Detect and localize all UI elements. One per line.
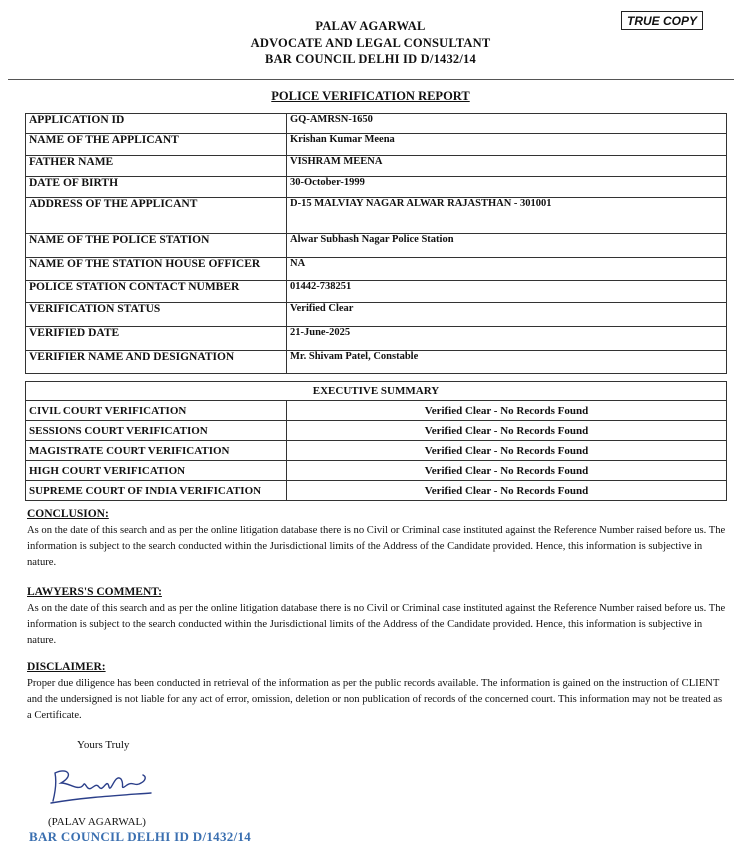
- report-title: POLICE VERIFICATION REPORT: [271, 89, 470, 103]
- detail-value: NA: [287, 258, 727, 281]
- table-row: [26, 421, 727, 441]
- detail-value: GQ-AMRSN-1650: [287, 114, 727, 134]
- table-row: [26, 177, 727, 198]
- details-table: [25, 113, 727, 374]
- table-row: [26, 234, 727, 258]
- detail-label: VERIFICATION STATUS: [26, 303, 287, 327]
- detail-value: 30-October-1999: [287, 177, 727, 198]
- summary-caption: EXECUTIVE SUMMARY: [26, 382, 727, 401]
- detail-label: FATHER NAME: [26, 156, 287, 177]
- detail-value: Mr. Shivam Patel, Constable: [287, 351, 727, 374]
- detail-label: DATE OF BIRTH: [26, 177, 287, 198]
- detail-label: POLICE STATION CONTACT NUMBER: [26, 281, 287, 303]
- comment-text: As on the date of this search and as per the online litigation database there is no Civil or Criminal case instituted against the Reference Number raised before us. The information is subject to the search conducted within the Jurisdictional limits of the Address of the Candidate provided. Hence, this information is subjective in nature.: [27, 603, 726, 646]
- table-row: [26, 114, 727, 134]
- table-row: [26, 461, 727, 481]
- detail-value: 21-June-2025: [287, 327, 727, 351]
- disclaimer-section: [27, 659, 727, 724]
- detail-value: Verified Clear: [287, 303, 727, 327]
- signature-icon: [45, 763, 155, 808]
- detail-value: D-15 MALVIAY NAGAR ALWAR RAJASTHAN - 301001: [287, 198, 727, 234]
- true-copy-stamp: TRUE COPY: [621, 11, 703, 30]
- detail-label: NAME OF THE POLICE STATION: [26, 234, 287, 258]
- lawyers-comment-section: [27, 584, 727, 649]
- summary-label: HIGH COURT VERIFICATION: [26, 461, 287, 481]
- comment-heading: LAWYERS'S COMMENT:: [27, 586, 162, 598]
- table-row: [26, 401, 727, 421]
- table-row: [26, 156, 727, 177]
- conclusion-heading: CONCLUSION:: [27, 508, 109, 520]
- summary-label: CIVIL COURT VERIFICATION: [26, 401, 287, 421]
- table-row: [26, 281, 727, 303]
- conclusion-text: As on the date of this search and as per the online litigation database there is no Civil or Criminal case instituted against the Reference Number raised before us. The information is subject to the search conducted within the Jurisdictional limits of the Address of the Candidate provided. Hence, this information is subjective in nature.: [27, 525, 726, 568]
- table-row: [26, 303, 727, 327]
- table-row: [26, 481, 727, 501]
- table-row: [26, 327, 727, 351]
- detail-label: NAME OF THE STATION HOUSE OFFICER: [26, 258, 287, 281]
- table-row: [26, 258, 727, 281]
- table-row: [26, 351, 727, 374]
- summary-label: SUPREME COURT OF INDIA VERIFICATION: [26, 481, 287, 501]
- detail-label: VERIFIER NAME AND DESIGNATION: [26, 351, 287, 374]
- table-row: [26, 134, 727, 156]
- footer-bar-council-id: BAR COUNCIL DELHI ID D/1432/14: [29, 829, 252, 844]
- table-row: [26, 198, 727, 234]
- signatory-name: (PALAV AGARWAL): [48, 816, 146, 828]
- conclusion-section: [27, 506, 727, 571]
- summary-label: SESSIONS COURT VERIFICATION: [26, 421, 287, 441]
- closing-salutation: Yours Truly: [77, 739, 130, 751]
- detail-value: Krishan Kumar Meena: [287, 134, 727, 156]
- detail-label: APPLICATION ID: [26, 114, 287, 134]
- disclaimer-text: Proper due diligence has been conducted in retrieval of the information as per the public records available. The information is gained on the instruction of CLIENT and the undersigned is not liable for any act of error, omission, deletion or non publication of records of the concerned court. This information may not be treated as a Certificate.: [27, 678, 723, 721]
- summary-value: Verified Clear - No Records Found: [287, 481, 727, 501]
- detail-label: NAME OF THE APPLICANT: [26, 134, 287, 156]
- detail-label: ADDRESS OF THE APPLICANT: [26, 198, 287, 234]
- detail-value: VISHRAM MEENA: [287, 156, 727, 177]
- table-row: [26, 441, 727, 461]
- summary-value: Verified Clear - No Records Found: [287, 421, 727, 441]
- header-divider: [8, 79, 734, 80]
- detail-value: Alwar Subhash Nagar Police Station: [287, 234, 727, 258]
- summary-label: MAGISTRATE COURT VERIFICATION: [26, 441, 287, 461]
- executive-summary-table: [25, 381, 727, 501]
- detail-value: 01442-738251: [287, 281, 727, 303]
- bar-council-id: BAR COUNCIL DELHI ID D/1432/14: [265, 52, 476, 66]
- disclaimer-heading: DISCLAIMER:: [27, 661, 106, 673]
- summary-value: Verified Clear - No Records Found: [287, 401, 727, 421]
- table-caption-row: [26, 382, 727, 401]
- advocate-role: ADVOCATE AND LEGAL CONSULTANT: [250, 36, 491, 50]
- summary-value: Verified Clear - No Records Found: [287, 461, 727, 481]
- detail-label: VERIFIED DATE: [26, 327, 287, 351]
- advocate-name: PALAV AGARWAL: [315, 19, 426, 33]
- summary-value: Verified Clear - No Records Found: [287, 441, 727, 461]
